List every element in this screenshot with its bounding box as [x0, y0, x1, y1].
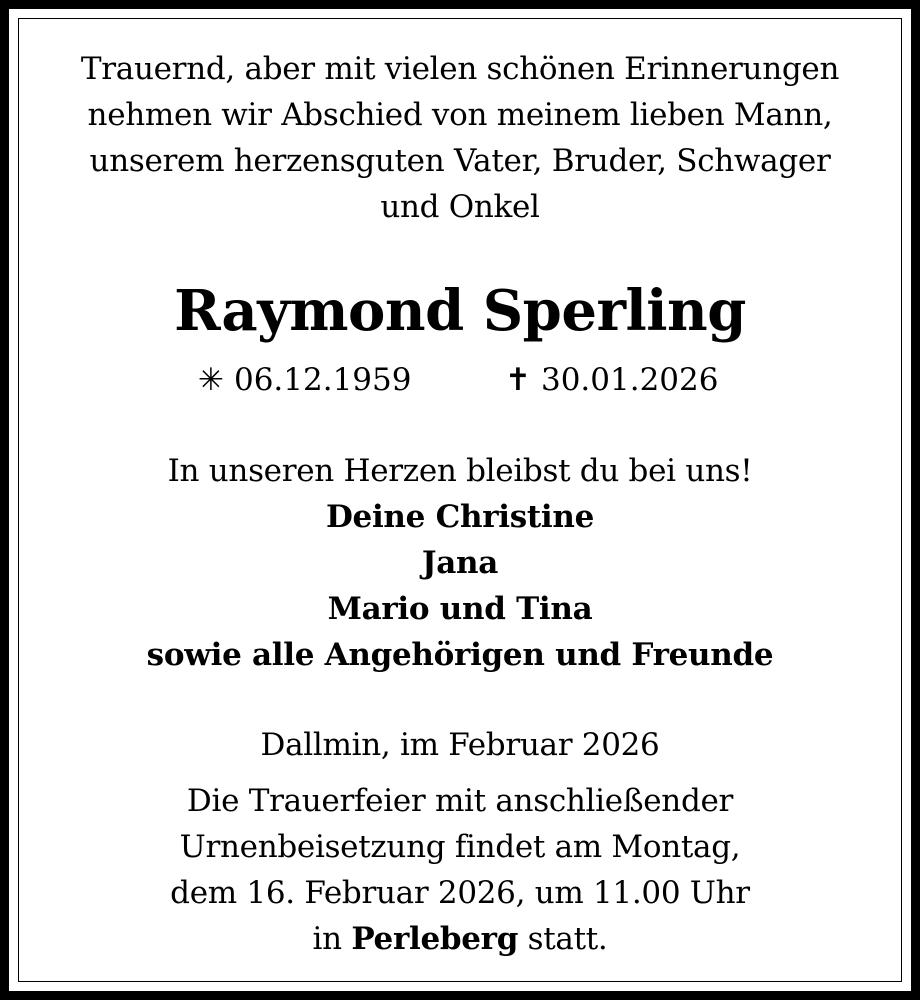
intro-text	[0, 46, 920, 230]
place-date: Dallmin, im Februar 2026	[260, 727, 660, 763]
birth-date: 06.12.1959	[233, 362, 412, 398]
mourner-line: Deine Christine	[325, 499, 595, 535]
intro-line: Trauernd, aber mit vielen schönen Erinnerungen	[80, 51, 840, 87]
birth-star-icon: ✳	[198, 362, 224, 398]
ceremony-place: Perleberg	[351, 921, 519, 957]
ceremony-line: Urnenbeisetzung findet am Montag,	[179, 829, 741, 865]
intro-line: und Onkel	[380, 189, 540, 225]
ceremony-line: dem 16. Februar 2026, um 11.00 Uhr	[170, 875, 750, 911]
ceremony-line: Die Trauerfeier mit anschließender	[186, 783, 734, 819]
ceremony-info	[0, 778, 920, 962]
mourner-line: Mario und Tina	[327, 591, 593, 627]
mourner-line: Jana	[421, 545, 499, 581]
farewell-line: In unseren Herzen bleibst du bei uns!	[167, 453, 753, 489]
intro-line: nehmen wir Abschied von meinem lieben Mann,	[87, 97, 833, 133]
deceased-name: Raymond Sperling	[174, 278, 746, 344]
intro-line: unserem herzensguten Vater, Bruder, Schwager	[89, 143, 831, 179]
birth-date-group	[198, 358, 411, 402]
mourners-block	[0, 448, 920, 678]
mourner-line: sowie alle Angehörigen und Freunde	[146, 637, 774, 673]
ceremony-prefix: in	[312, 921, 342, 957]
ceremony-suffix: statt.	[527, 921, 608, 957]
death-date: 30.01.2026	[540, 362, 719, 398]
death-cross-icon: ✝	[505, 362, 531, 398]
ceremony-line-location	[0, 916, 920, 962]
death-date-group	[505, 358, 718, 402]
